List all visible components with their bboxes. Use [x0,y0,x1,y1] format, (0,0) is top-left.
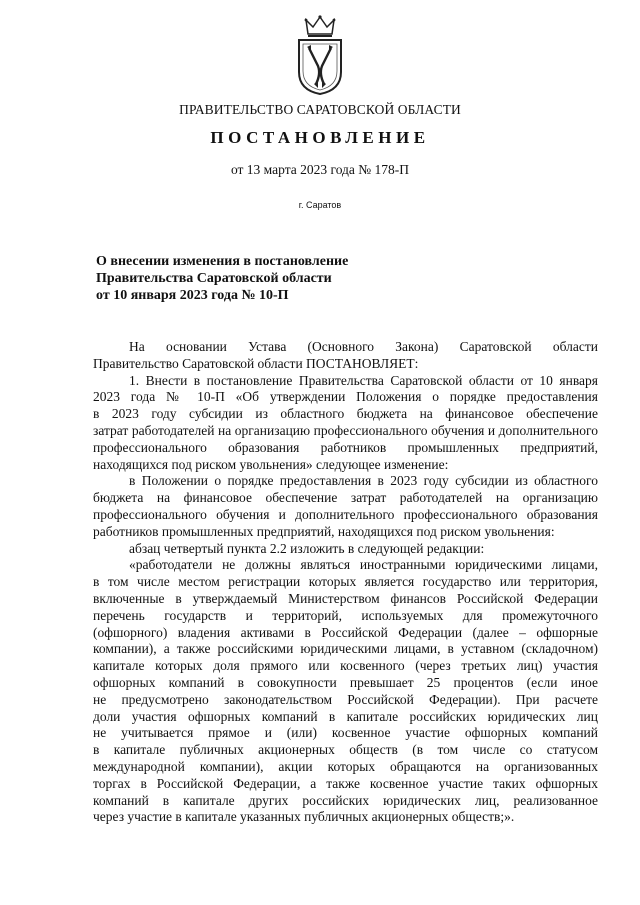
body-text-line: абзац четвертый пункта 2.2 изложить в следующей редакции: [129,540,485,556]
title-line: Правительства Саратовской области [96,271,332,286]
body-text-line: офшорных компаний в совокупности превышает 25 процентов (если иное [93,674,598,690]
body-text-line: не предусмотрено законодательством Российской Федерации). При расчете [93,691,598,707]
body-text-line: профессионального образования работников промышленных предприятий, [93,439,598,455]
authority-name: ПРАВИТЕЛЬСТВО САРАТОВСКОЙ ОБЛАСТИ [179,102,461,117]
body-text-line: «работодатели не должны являться иностранными юридическими лицами, [129,557,598,573]
body-text-line: в 2023 году субсидии из областного бюджета на финансовое обеспечение [93,406,598,422]
body-text-line: международной компании), акции которых обращаются на организованных [93,758,598,774]
body-text-line: Правительство Саратовской области ПОСТАНОВЛЯЕТ: [93,355,419,371]
body-text-line: компаний в капитале других российских юридических лиц, реализованное [93,792,598,808]
body-text-line: в том числе местом регистрации которых является государство или территория, [93,574,598,590]
body-text-line: профессионального обучения и дополнительного профессионального образования [93,506,598,522]
document-title [96,253,348,304]
body-text-line: находящихся под риском увольнения» следующее изменение: [93,456,449,472]
body-text-line: работников промышленных предприятий, находящихся под риском увольнения: [93,523,555,539]
body-text-line: компании), а также российскими юридическими лицами, в уставном (складочном) [93,641,598,657]
body-text-line: (офшорного) владения активами в Российской Федерации (далее – офшорные [93,624,598,640]
coat-of-arms-icon [294,14,346,96]
body-text-line: доли участия офшорных компаний в капитале российских юридических лиц [93,708,598,724]
body-text-line: включенные в утверждаемый Министерством финансов Российской Федерации [93,590,598,606]
body-text-line: не учитывается прямое и (или) косвенное участие офшорных компаний [93,725,598,741]
body-text-line: 2023 года № 10-П «Об утверждении Положения о порядке предоставления [93,389,598,405]
body-text-line: в Положении о порядке предоставления в 2023 году субсидии из областного [129,473,598,489]
body-text-line: 1. Внести в постановление Правительства Саратовской области от 10 января [129,372,598,388]
body-text-line: На основании Устава (Основного Закона) Саратовской области [129,339,598,354]
document-body [93,339,598,826]
body-text-line: торгах в Российской Федерации, а также косвенное участие таких офшорных [93,775,598,791]
body-text-line: в капитале публичных акционерных обществ (в том числе со статусом [93,742,598,758]
body-text-line: через участие в капитале указанных публичных акционерных обществ;». [93,809,515,825]
title-line: от 10 января 2023 года № 10-П [96,288,289,303]
body-text-line: бюджета на финансовое обеспечение затрат работодателей на организацию [93,490,598,506]
body-text-line: капитале которых доля прямого или косвенного (через третьих лиц) участия [93,658,598,674]
body-text-line: затрат работодателей на организацию профессионального обучения и дополнительного [93,422,598,438]
document-type: ПОСТАНОВЛЕНИЕ [210,128,430,147]
body-text-line: перечень государств и территорий, используемых для промежуточного [93,607,598,623]
issue-city: г. Саратов [298,200,342,210]
document-date-number: от 13 марта 2023 года № 178-П [230,162,410,177]
title-line: О внесении изменения в постановление [96,254,349,269]
